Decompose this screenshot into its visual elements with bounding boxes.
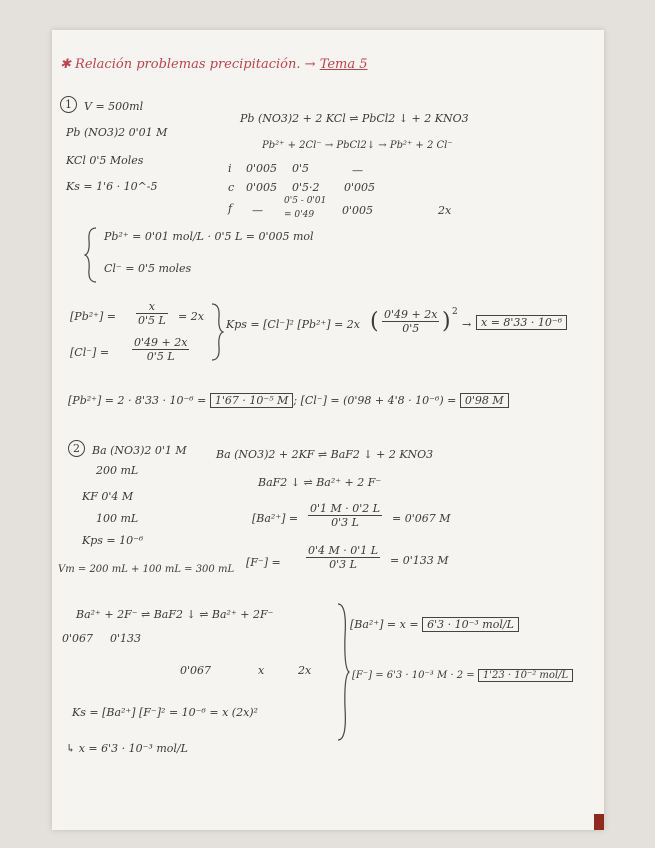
p2-data-vol2: 100 mL xyxy=(96,512,139,525)
p1-kps-square: 2 xyxy=(452,307,458,317)
p1-data-pbno3: Pb (NO3)2 0'01 M xyxy=(66,126,168,139)
p2-row2-b: x xyxy=(258,664,265,677)
p1-pb-conc-label: [Pb²⁺] = xyxy=(70,310,116,323)
problem-2-number: 2 xyxy=(68,440,85,457)
ice-row-i-c: — xyxy=(352,164,363,177)
p2-ba-fraction: $\frac{0'1 M \cdot 0'2 L}{0'3 L}$ xyxy=(310,502,381,529)
p2-ks-expression: Ks = [Ba²⁺] [F⁻]² = 10⁻⁶ = x (2x)² xyxy=(72,706,258,719)
p1-cl-fraction: $\frac{0'49 + 2x}{0'5 L}$ xyxy=(134,336,188,363)
ice-row-f-b1: 0'5 - 0'01 xyxy=(284,196,327,206)
p1-pb-conc-rhs: = 2x xyxy=(178,310,204,323)
p2-row1-b: 0'133 xyxy=(110,632,142,645)
p2-res-f: [F⁻] = 6'3 · 10⁻³ M · 2 = 1'23 · 10⁻² mol/L xyxy=(352,670,573,681)
p2-row2-a: 0'067 xyxy=(180,664,212,677)
p2-right-brace xyxy=(336,602,350,742)
p1-right-brace xyxy=(210,302,224,362)
p1-final-pb: [Pb²⁺] = 2 · 8'33 · 10⁻⁶ = 1'67 · 10⁻⁵ M ; [Cl⁻] = (0'98 + 4'8 · 10⁻⁶) = 0'98 M xyxy=(68,394,509,407)
p1-kps-expression: Kps = [Cl⁻]² [Pb²⁺] = 2x xyxy=(226,318,360,331)
p1-kps-result: x = 8'33 · 10⁻⁶ xyxy=(476,315,567,330)
ice-row-f-label: f xyxy=(228,202,233,215)
p1-kps-paren-open: ( xyxy=(370,309,379,334)
p2-row1-a: 0'067 xyxy=(62,632,94,645)
p2-f-fraction: $\frac{0'4 M \cdot 0'1 L}{0'3 L}$ xyxy=(308,544,379,571)
p1-data-ks: Ks = 1'6 · 10^-5 xyxy=(66,180,158,193)
p2-data-vol1: 200 mL xyxy=(96,464,139,477)
ice-row-i-a: 0'005 xyxy=(246,162,278,175)
ice-row-f-d: 2x xyxy=(438,204,452,217)
p2-data-bano3: Ba (NO3)2 0'1 M xyxy=(92,444,187,457)
p1-left-brace xyxy=(84,226,98,284)
p2-f-conc-rhs: = 0'133 M xyxy=(390,554,449,567)
ice-row-f-c: 0'005 xyxy=(342,204,374,217)
p2-reaction-1: Ba (NO3)2 + 2KF ⇌ BaF2 ↓ + 2 KNO3 xyxy=(216,448,434,461)
p1-kps-arrow: → xyxy=(462,318,472,331)
p1-pb-fraction: $\frac{x}{0'5 L}$ xyxy=(138,300,166,327)
p1-cl-conc-label: [Cl⁻] = xyxy=(70,346,110,359)
p2-result: ↳ x = 6'3 · 10⁻³ mol/L xyxy=(66,742,188,755)
p2-data-vtotal: Vт = 200 mL + 100 mL = 300 mL xyxy=(58,564,235,575)
p1-kps-fraction: $\frac{0'49 + 2x}{0'5}$ xyxy=(384,308,438,335)
ice-row-i-label: i xyxy=(228,162,232,175)
p2-equilibrium: Ba²⁺ + 2F⁻ ⇌ BaF2 ↓ ⇌ Ba²⁺ + 2F⁻ xyxy=(76,608,274,621)
ice-row-f-b2: = 0'49 xyxy=(284,210,315,220)
ice-row-f-a: — xyxy=(252,204,263,217)
p2-res-ba: [Ba²⁺] = x = 6'3 · 10⁻³ mol/L xyxy=(350,618,519,631)
p1-data-volume: V = 500ml xyxy=(84,100,144,113)
ice-row-c-b: 0'5·2 xyxy=(292,181,320,194)
p1-brace-pb: Pb²⁺ = 0'01 mol/L · 0'5 L = 0'005 mol xyxy=(104,230,314,243)
ice-row-c-label: c xyxy=(228,181,235,194)
p1-kps-paren-close: ) xyxy=(442,309,451,334)
p2-reaction-2: BaF2 ↓ ⇌ Ba²⁺ + 2 F⁻ xyxy=(258,476,382,489)
p2-ba-conc-label: [Ba²⁺] = xyxy=(252,512,299,525)
ice-row-i-b: 0'5 xyxy=(292,162,310,175)
p1-reaction-1: Pb (NO3)2 + 2 KCl ⇌ PbCl2 ↓ + 2 KNO3 xyxy=(240,112,469,125)
page-title: ✱ Relación problemas precipitación. → Tema 5 xyxy=(60,57,368,72)
ice-row-c-a: 0'005 xyxy=(246,181,278,194)
p2-f-conc-label: [F⁻] = xyxy=(246,556,281,569)
problem-1-number: 1 xyxy=(60,96,77,113)
p2-ba-conc-rhs: = 0'067 M xyxy=(392,512,451,525)
ice-row-c-c: 0'005 xyxy=(344,181,376,194)
p2-data-kps: Kps = 10⁻⁶ xyxy=(82,534,144,547)
p2-row2-c: 2x xyxy=(298,664,312,677)
p2-data-kf: KF 0'4 M xyxy=(82,490,134,503)
p1-data-kcl: KCl 0'5 Moles xyxy=(66,154,144,167)
notebook-page xyxy=(52,30,604,830)
p1-brace-cl: Cl⁻ = 0'5 moles xyxy=(104,262,192,275)
p1-reaction-2: Pb²⁺ + 2Cl⁻ → PbCl2↓ → Pb²⁺ + 2 Cl⁻ xyxy=(262,140,453,151)
